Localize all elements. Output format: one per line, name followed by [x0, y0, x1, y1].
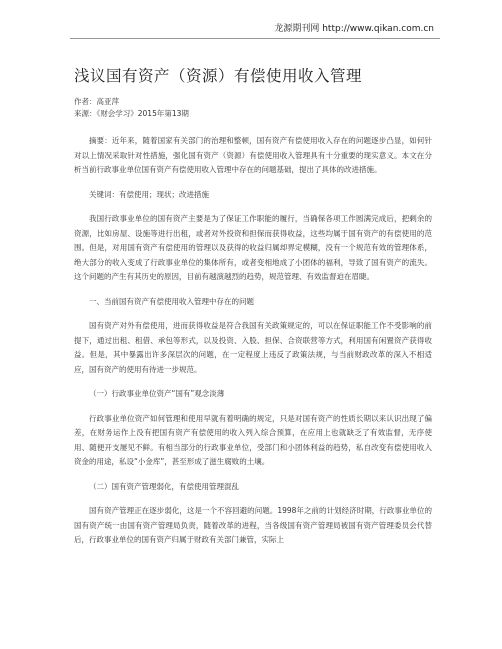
header-site: 龙源期刊网 http://www.qikan.com.cn	[274, 24, 434, 34]
section-heading-1: 一、当前国有资产有偿使用收入管理中存在的问题	[89, 296, 254, 306]
subsection-2-paragraph: 国有资产管理正在逐步弱化，这是一个不容回避的问题。1998年之前的计划经济时期，行政事业单位的国有资产统一由国有资产管理局负责，随着改革的进程，当各级国有资产管理局被国有资产管理委员会代替后，行政事业单位的国有资产归属于财政有关部门兼管，实际上	[74, 506, 432, 544]
article-title: 浅议国有资产（资源）有偿使用收入管理	[74, 67, 363, 85]
intro-paragraph: 我国行政事业单位的国有资产主要是为了保证工作职能的履行，当确保各项工作圆满完成后，把剩余的资源，比如房屋、设施等进行出租，或者对外投资和担保而获得收益，这些均属于国有资产的有偿使用的范围。但是，对用国有资产有偿使用的管理以及获得的收益归属却界定模糊，没有一个规范有效的管理体系，绝大部分的收入变成了行政事业单位的集体所有，或者变相地成了小团体的福利，导致了国有资产的流失。这个问题的产生有其历史的原因，目前有越演越烈的趋势，规范管理、有效监督迫在眉睫。	[74, 214, 432, 281]
article-source: 来源：《财会学习》2015年第13期	[74, 109, 189, 118]
subsection-heading-1: （一）行政事业单位资产“国有”观念淡薄	[89, 389, 225, 398]
article-keywords: 关键词：有偿使用；现状；改进措施	[89, 189, 209, 199]
article-abstract: 摘要：近年来，随着国家有关部门的治理和整顿，国有资产有偿使用收入存在的问题逐步凸显，如何针对以上情况采取针对性措施，强化国有资产（资源）有偿使用收入管理具有十分重要的现实意义。本文在分析当前行政事业单位国有资产有偿使用收入管理中存在的问题基础，提出了具体的改进措施。	[74, 136, 432, 174]
article-meta	[74, 96, 432, 120]
subsection-1-paragraph: 行政事业单位资产如何管理和使用早就有着明确的规定，只是对国有资产的性质长期以来认识出现了偏差，在财务运作上没有把国有资产有偿使用的收入列入综合预算，在应用上也就缺乏了有效监督，无序使用、随便开支屡见不鲜。有相当部分的行政事业单位，受部门和小团体利益的趋势，私自改变有偿使用收入资金的用途，私设“小金库”，甚至形成了滋生腐败的土壤。	[74, 413, 432, 466]
section-1-paragraph: 国有资产对外有偿使用，进而获得收益是符合我国有关政策规定的，可以在保证职能工作不受影响的前提下，通过出租、租借、承包等形式，以及投资、入股、担保、合资联营等方式，利用国有闲置资产获得收益。但是，其中暴露出许多深层次的问题，在一定程度上违反了政策法规，与当前财政改革的深入不相适应，国有资产的使用有待进一步规范。	[74, 321, 432, 374]
header-divider	[70, 38, 440, 39]
article-body	[74, 66, 432, 548]
article-author: 作者：高亚萍	[74, 97, 119, 106]
subsection-heading-2: （二）国有资产管理弱化，有偿使用管理混乱	[89, 481, 239, 491]
